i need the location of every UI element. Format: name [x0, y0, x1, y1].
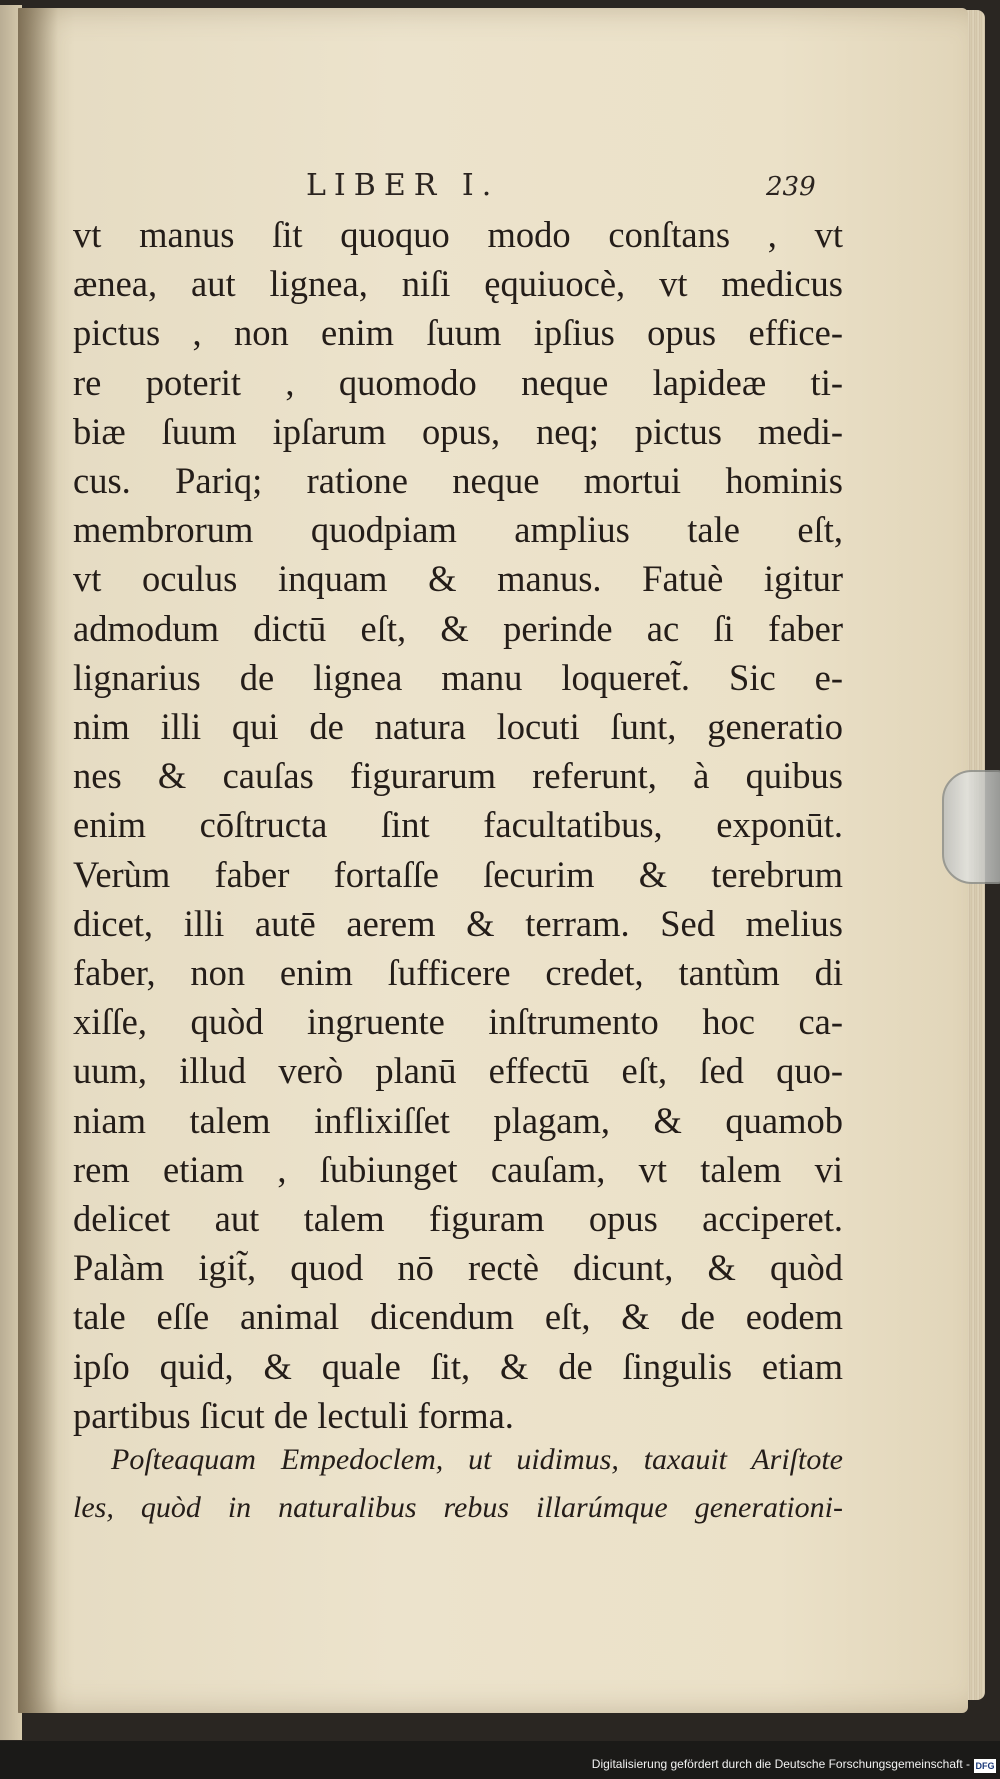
text-line: enim cōſtructa ſint facultatibus, exponūt.	[73, 804, 843, 846]
text-line: re poterit , quomodo neque lapideæ ti-	[73, 361, 843, 403]
dfg-logo: DFG	[975, 1761, 995, 1771]
text-line: xiſſe, quòd ingruente inſtrumento hoc ca-	[73, 1001, 843, 1043]
text-line: Palàm igit̃, quod nō rectè dicunt, & quòd	[73, 1247, 843, 1289]
page-clip	[942, 770, 1000, 884]
text-line: pictus , non enim ſuum ipſius opus effice-	[73, 312, 843, 354]
text-line: ænea, aut lignea, niſi ęquiuocè, vt medicus	[73, 263, 843, 305]
running-head: LIBER I.	[306, 168, 500, 203]
text-line: vt manus ſit quoquo modo conſtans , vt	[73, 214, 843, 255]
text-line: tale eſſe animal dicendum eſt, & de eodem	[73, 1296, 843, 1338]
text-line: nes & cauſas figurarum referunt, à quibus	[73, 755, 843, 797]
gutter-shadow	[18, 8, 58, 1713]
text-line: cus. Pariq; ratione neque mortui hominis	[73, 460, 843, 502]
text-line: uum, illud verò planū effectū eſt, ſed quo-	[73, 1050, 843, 1092]
text-line: delicet aut talem figuram opus acciperet.	[73, 1198, 843, 1240]
text-line: dicet, illi autē aerem & terram. Sed melius	[73, 902, 843, 944]
text-line: nim illi qui de natura locuti ſunt, generatio	[73, 706, 843, 748]
text-line: admodum dictū eſt, & perinde ac ſi faber	[73, 607, 843, 649]
text-line: rem etiam , ſubiunget cauſam, vt talem vi	[73, 1148, 843, 1190]
text-line: ipſo quid, & quale ſit, & de ſingulis etiam	[73, 1345, 843, 1387]
text-line: biæ ſuum ipſarum opus, neq; pictus medi-	[73, 410, 843, 452]
text-line: vt oculus inquam & manus. Fatuè igitur	[73, 558, 843, 600]
commentary-line: Poſteaquam Empedoclem, ut uidimus, taxauit Ariſtote	[111, 1443, 843, 1476]
text-line: Verùm faber fortaſſe ſecurim & terebrum	[73, 853, 843, 895]
page-number: 239	[766, 172, 816, 202]
main-text-block	[73, 210, 843, 1440]
book-page	[18, 8, 968, 1713]
text-line: membrorum quodpiam amplius tale eſt,	[73, 509, 843, 551]
commentary-line: les, quòd in naturalibus rebus illarúmque generationi-	[73, 1491, 843, 1524]
text-line: partibus ſicut de lectuli forma.	[73, 1394, 514, 1436]
text-line: lignarius de lignea manu loqueret̃. Sic e-	[73, 656, 843, 698]
footer-bar	[0, 1741, 1000, 1779]
digitization-credit: Digitalisierung gefördert durch die Deutsche Forschungsgemeinschaft -	[591, 1757, 970, 1771]
text-line: faber, non enim ſufficere credet, tantùm di	[73, 952, 843, 994]
page-header	[18, 168, 968, 208]
commentary-block	[73, 1436, 843, 1532]
text-line: niam talem inflixiſſet plagam, & quamob	[73, 1099, 843, 1141]
